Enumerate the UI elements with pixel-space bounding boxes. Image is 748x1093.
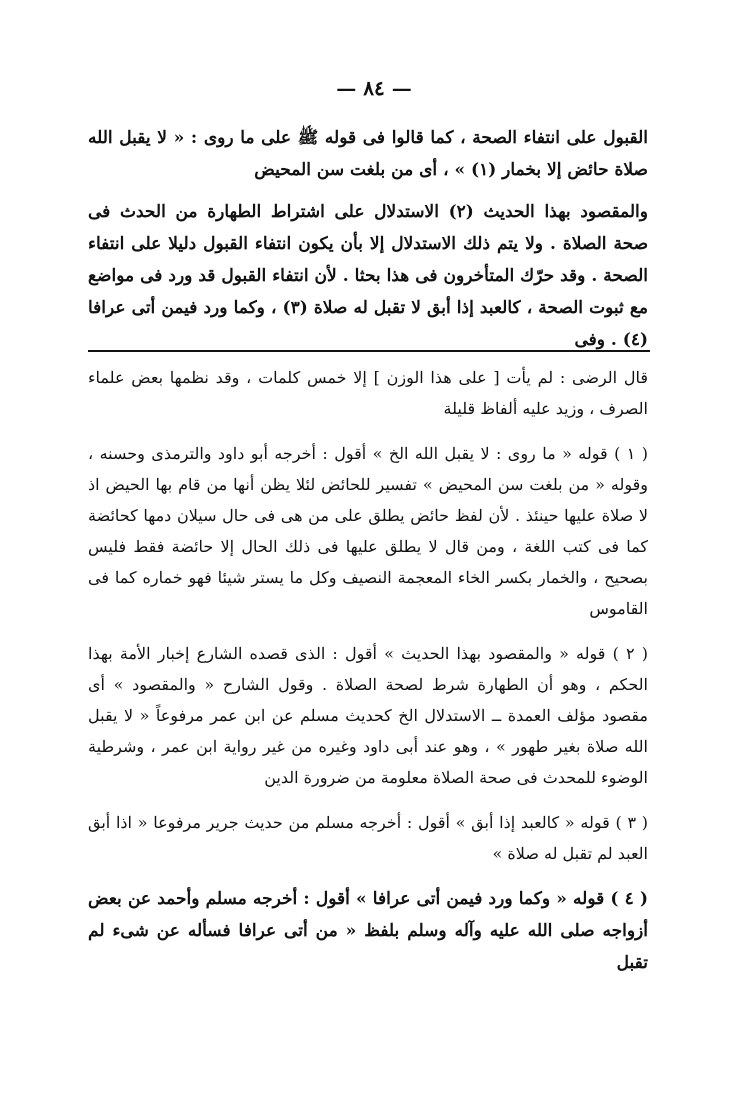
- footnote-4: ( ٤ ) قوله « وكما ورد فيمن أتى عرافا » أقول : أخرجه مسلم وأحمد عن بعض أزواجه صلى الله عليه وآله وسلم بلفظ « من أتى عرافا فسأله عن شىء لم تقبل: [88, 889, 649, 973]
- footnote-1: ( ١ ) قوله « ما روى : لا يقبل الله الخ » أقول : أخرجه أبو داود والترمذى وحسنه ، وقوله « من بلغت سن المحيض » تفسير للحائض لئلا يظن أنها من قام بها الحيض اذ لا صلاة عليها حينئذ . لأن لفظ حائض يطلق على من هى فى حال سيلان دمها كحائضة كما فى كتب اللغة ، ومن قال لا يطلق عليها فى ذلك الحال إلا حائضة فقط فليس بصحيح ، والخمار بكسر الخاء المعجمة النصيف وكل ما يستر شيئا فهو خماره كما فى القاموس: [88, 444, 649, 618]
- page-number: — ٨٤ —: [336, 76, 412, 100]
- footnote-3: ( ٣ ) قوله « كالعبد إذا أبق » أقول : أخرجه مسلم من حديث جرير مرفوعا « اذا أبق العبد لم تقبل له صلاة »: [88, 813, 649, 863]
- main-paragraph: والمقصود بهذا الحديث (٢) الاستدلال على اشتراط الطهارة من الحدث فى صحة الصلاة . ولا يتم ذلك الاستدلال إلا بأن يكون انتفاء القبول دليلا على انتفاء الصحة . وقد حرّك المتأخرون فى هذا بحثا . لأن انتفاء القبول قد ورد فى مواضع مع ثبوت الصحة ، كالعبد إذا أبق لا تقبل له صلاة (٣) ، وكما ورد فيمن أتى عرافا (٤) . وفى: [88, 202, 648, 350]
- footnote-divider: [88, 350, 650, 352]
- footnote-2: ( ٢ ) قوله « والمقصود بهذا الحديث » أقول : الذى قصده الشارع إخبار الأمة بهذا الحكم ، وهو أن الطهارة شرط لصحة الصلاة . وقول الشارح « والمقصود » أى مقصود مؤلف العمدة ــ الاستدلال الخ كحديث مسلم عن ابن عمر مرفوعاً « لا يقبل الله صلاة بغير طهور » ، وهو عند أبى داود وغيره من غير رواية ابن عمر ، وشرطية الوضوء للمحدث فى صحة الصلاة معلومة من ضرورة الدين: [88, 644, 649, 787]
- main-paragraph: القبول على انتفاء الصحة ، كما قالوا فى قوله ﷺ على ما روى : « لا يقبل الله صلاة حائض إلا بخمار (١) » ، أى من بلغت سن المحيض: [88, 128, 648, 180]
- main-text: [88, 122, 648, 366]
- footnotes: [88, 362, 648, 993]
- footnote-preamble: قال الرضى : لم يأت [ على هذا الوزن ] إلا خمس كلمات ، وقد نظمها بعض علماء الصرف ، وزيد عليه ألفاظ قليلة: [88, 368, 648, 418]
